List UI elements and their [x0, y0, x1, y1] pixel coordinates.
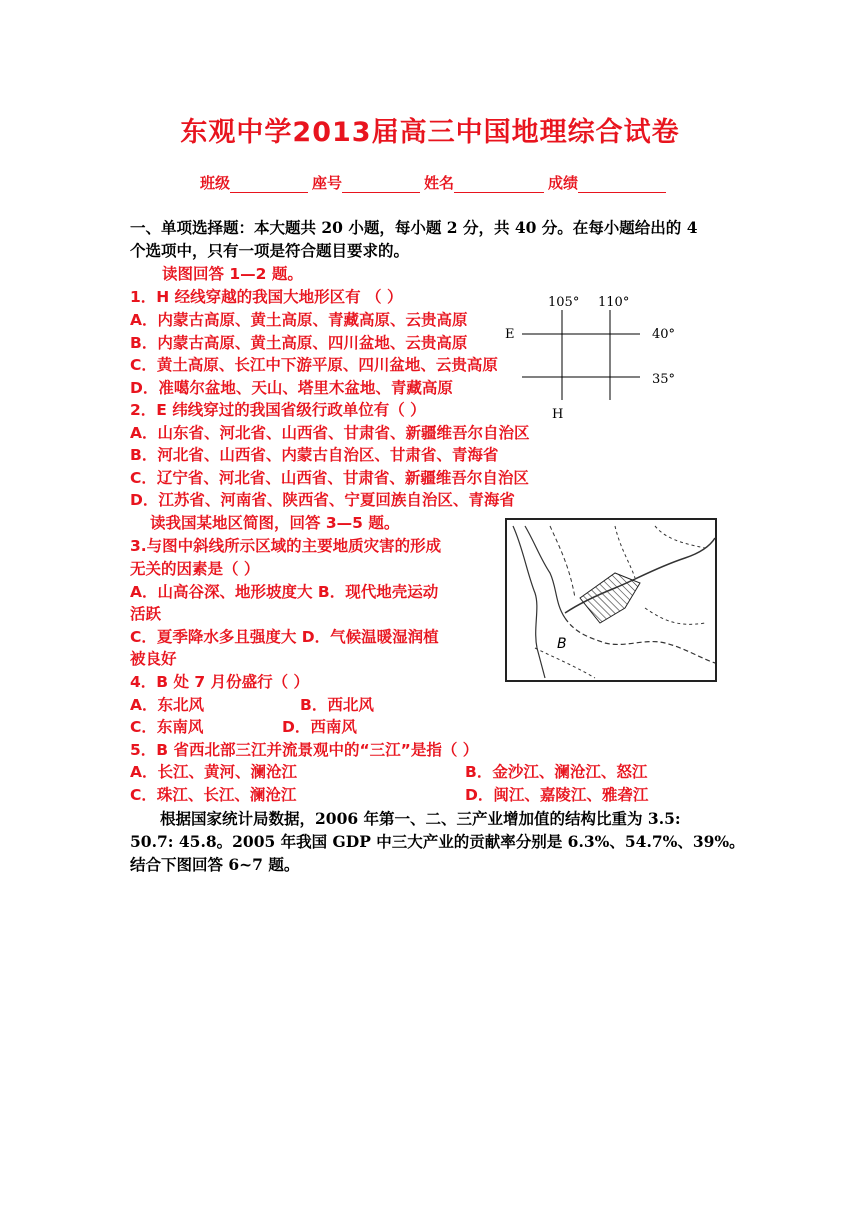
q3-option-c-text: C．夏季降水多且强度大 — [130, 628, 297, 646]
q4-option-a: A．东北风 — [130, 696, 204, 714]
name-label: 姓名 — [424, 174, 455, 192]
lat-lon-grid-map — [500, 292, 700, 422]
group2-prompt: 读我国某地区简图，回答 3—5 题。 — [150, 514, 400, 532]
line-label-h: H — [552, 407, 564, 422]
score-label: 成绩 — [548, 174, 579, 192]
q1-option-c: C．黄土高原、长江中下游平原、四川盆地、云贵高原 — [130, 356, 498, 374]
seat-label: 座号 — [312, 174, 343, 192]
q1-stem: 1．H 经线穿越的我国大地形区有 （ ） — [130, 288, 403, 306]
exam-title: 东观中学2013届高三中国地理综合试卷 — [180, 117, 680, 148]
q5-stem: 5．B 省西北部三江并流景观中的“三江”是指（ ） — [130, 741, 479, 759]
class-label: 班级 — [200, 174, 231, 192]
seat-blank[interactable] — [342, 176, 420, 193]
paragraph-line2: 50.7: 45.8。2005 年我国 GDP 中三大产业的贡献率分别是 6.3%、54.7%、39%。 — [130, 832, 745, 851]
score-blank[interactable] — [578, 176, 666, 193]
q3-option-d-cont: 被良好 — [130, 650, 177, 668]
q3-option-b-text: B．现代地壳运动 — [317, 583, 439, 601]
paragraph-line3: 结合下图回答 6~7 题。 — [130, 855, 300, 874]
name-blank[interactable] — [454, 176, 544, 193]
q3-option-c — [130, 626, 439, 648]
q1-option-b: B．内蒙古高原、黄土高原、四川盆地、云贵高原 — [130, 334, 468, 352]
q4-stem: 4．B 处 7 月份盛行（ ） — [130, 673, 309, 691]
q5-option-c: C．珠江、长江、澜沧江 — [130, 786, 297, 804]
lon-label-105: 105° — [548, 295, 580, 310]
paragraph-line1: 根据国家统计局数据，2006 年第一、二、三产业增加值的结构比重为 3.5: — [160, 809, 681, 828]
q3-option-b-cont: 活跃 — [130, 605, 162, 623]
q3-stem-line1: 3.与图中斜线所示区域的主要地质灾害的形成 — [130, 537, 442, 555]
q3-option-a-text: A．山高谷深、地形坡度大 — [130, 583, 313, 601]
q2-stem: 2．E 纬线穿过的我国省级行政单位有（ ） — [130, 401, 426, 419]
q2-option-c: C．辽宁省、河北省、山西省、甘肃省、新疆维吾尔自治区 — [130, 469, 529, 487]
lat-label-35: 35° — [652, 372, 676, 387]
lon-label-110: 110° — [598, 295, 630, 310]
lat-label-40: 40° — [652, 327, 676, 342]
q3-stem-line2: 无关的因素是（ ） — [130, 560, 260, 578]
q5-option-d: D．闽江、嘉陵江、雅砻江 — [465, 786, 649, 804]
region-label-b: B — [557, 636, 567, 652]
q4-option-b: B．西北风 — [300, 696, 374, 714]
q1-option-d: D．准噶尔盆地、天山、塔里木盆地、青藏高原 — [130, 379, 453, 397]
q3-option-a — [130, 581, 438, 603]
q4-option-d: D．西南风 — [282, 718, 357, 736]
section-intro-line2: 个选项中，只有一项是符合题目要求的。 — [130, 241, 410, 260]
q3-option-d-text: D．气候温暖湿润植 — [301, 628, 439, 646]
student-info-row — [200, 172, 670, 193]
region-map — [505, 518, 717, 682]
q1-option-a: A．内蒙古高原、黄土高原、青藏高原、云贵高原 — [130, 311, 468, 329]
group1-prompt: 读图回答 1—2 题。 — [162, 265, 303, 283]
q5-option-b: B．金沙江、澜沧江、怒江 — [465, 763, 648, 781]
class-blank[interactable] — [230, 176, 308, 193]
section-intro-line1: 一、单项选择题：本大题共 20 小题，每小题 2 分，共 40 分。在每小题给出的 4 — [130, 218, 698, 237]
q2-option-a: A．山东省、河北省、山西省、甘肃省、新疆维吾尔自治区 — [130, 424, 530, 442]
q2-option-d: D．江苏省、河南省、陕西省、宁夏回族自治区、青海省 — [130, 491, 515, 509]
line-label-e: E — [505, 327, 515, 342]
q5-option-a: A．长江、黄河、澜沧江 — [130, 763, 297, 781]
q4-option-c: C．东南风 — [130, 718, 204, 736]
q2-option-b: B．河北省、山西省、内蒙古自治区、甘肃省、青海省 — [130, 446, 499, 464]
